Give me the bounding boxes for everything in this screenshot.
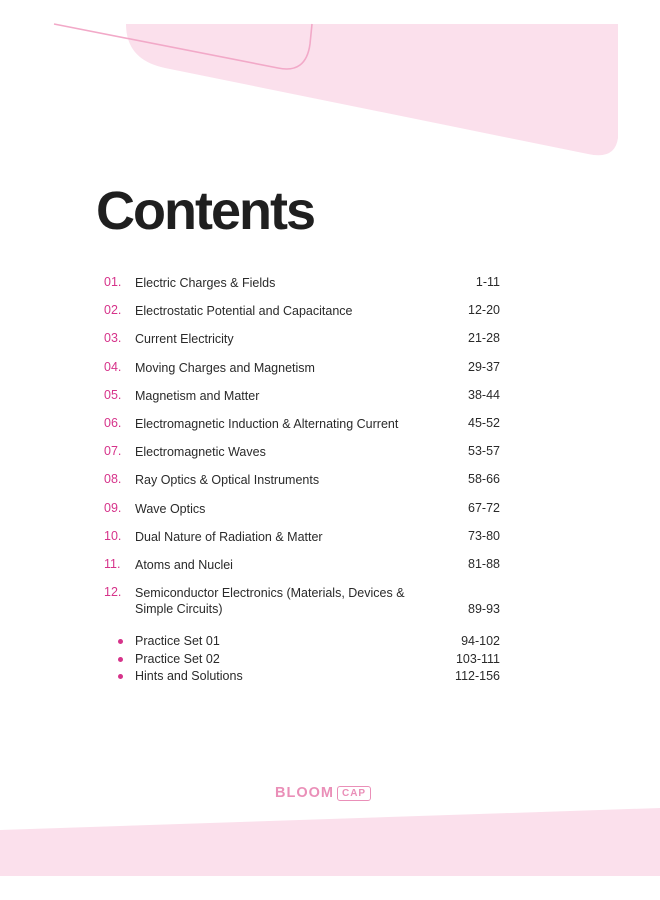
page-title: Contents: [96, 181, 314, 241]
chapter-number: 08.: [104, 472, 122, 487]
chapter-row[interactable]: [104, 383, 500, 411]
chapter-title: Electrostatic Potential and Capacitance: [135, 304, 353, 319]
chapter-pages: 38-44: [468, 387, 500, 402]
chapter-pages: 12-20: [468, 303, 500, 318]
bullet-icon: [118, 639, 123, 644]
extras-row[interactable]: [104, 651, 500, 669]
chapter-title: Electromagnetic Induction & Alternating Current: [135, 416, 399, 431]
chapter-pages: 58-66: [468, 472, 500, 487]
extras-list: [104, 633, 500, 686]
chapter-pages: 29-37: [468, 359, 500, 374]
chapter-pages: 73-80: [468, 528, 500, 543]
chapter-pages: 67-72: [468, 500, 500, 515]
bullet-icon: [118, 657, 123, 662]
chapter-pages: 81-88: [468, 556, 500, 571]
chapter-row[interactable]: [104, 355, 500, 383]
chapter-number: 04.: [104, 359, 122, 374]
chapter-number: 10.: [104, 528, 122, 543]
bloomcap-logo: [275, 784, 371, 802]
chapter-number: 05.: [104, 387, 122, 402]
chapter-number: 11.: [104, 556, 121, 571]
chapter-row[interactable]: [104, 439, 500, 467]
chapter-number: 12.: [104, 585, 122, 600]
logo-wordmark: BLOOM: [275, 785, 334, 801]
chapter-title: Electromagnetic Waves: [135, 445, 266, 460]
extras-title: Hints and Solutions: [135, 669, 243, 683]
extras-title: Practice Set 01: [135, 634, 220, 648]
chapter-row[interactable]: [104, 524, 500, 552]
chapter-pages: 53-57: [468, 444, 500, 459]
chapter-list: [104, 270, 500, 629]
chapter-number: 09.: [104, 500, 122, 515]
chapter-title: Wave Optics: [135, 501, 206, 516]
chapter-title: Electric Charges & Fields: [135, 276, 276, 290]
chapter-row[interactable]: [104, 467, 500, 495]
chapter-row[interactable]: [104, 411, 500, 439]
chapter-pages: 21-28: [468, 331, 500, 346]
chapter-pages: 1-11: [475, 275, 500, 289]
chapter-row[interactable]: [104, 270, 500, 298]
extras-row[interactable]: [104, 668, 500, 686]
chapter-title: Dual Nature of Radiation & Matter: [135, 529, 323, 544]
chapter-title: Current Electricity: [135, 332, 234, 347]
extras-row[interactable]: [104, 633, 500, 651]
chapter-row[interactable]: [104, 552, 500, 580]
chapter-pages: 89-93: [468, 602, 500, 617]
logo-badge: CAP: [337, 786, 371, 801]
extras-pages: 103-111: [455, 651, 500, 666]
chapter-row[interactable]: [104, 298, 500, 326]
top-decor-shape: [126, 24, 618, 155]
chapter-title: Magnetism and Matter: [135, 388, 260, 403]
extras-pages: 112-156: [455, 669, 500, 683]
bottom-decor-band: [0, 808, 660, 876]
chapter-number: 01.: [104, 275, 122, 289]
chapter-title: Moving Charges and Magnetism: [135, 360, 315, 375]
chapter-row[interactable]: [104, 580, 500, 629]
chapter-number: 02.: [104, 303, 122, 318]
chapter-title: Semiconductor Electronics (Materials, Devices & Simple Circuits): [135, 586, 405, 617]
extras-title: Practice Set 02: [135, 651, 220, 666]
chapter-row[interactable]: [104, 326, 500, 354]
chapter-pages: 45-52: [468, 415, 500, 430]
chapter-number: 03.: [104, 331, 122, 346]
bullet-icon: [118, 674, 123, 679]
chapter-row[interactable]: [104, 496, 500, 524]
chapter-title: Atoms and Nuclei: [135, 557, 233, 572]
chapter-title: Ray Optics & Optical Instruments: [135, 473, 320, 488]
extras-pages: 94-102: [461, 634, 500, 648]
chapter-number: 07.: [104, 444, 122, 459]
chapter-number: 06.: [104, 415, 122, 430]
